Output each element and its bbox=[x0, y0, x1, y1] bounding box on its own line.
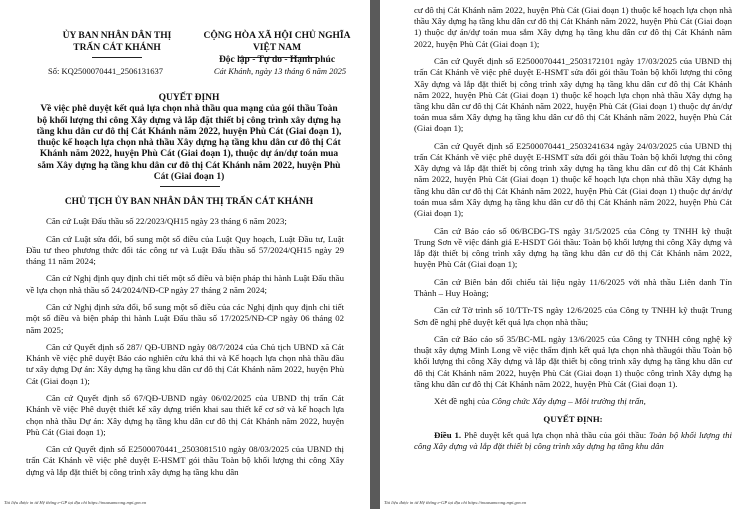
paragraph: Căn cứ Quyết định số E2500070441_2503081510 ngày 08/03/2025 của UBND thị trấn Cát Khánh về việc phê duyệt E-HSMT gói thầu Toàn bộ khối lượng thi công Xây dựng và lắp đặt thiết bị công trình xây dựng hạ tầng khu dân bbox=[26, 444, 344, 477]
document-page-1 bbox=[0, 0, 370, 509]
paragraph: Căn cứ Quyết định số 67/QĐ-UBND ngày 06/02/2025 của UBND thị trấn Cát Khánh về việc Phê duyệt thiết kế xây dựng triển khai sau thiết kế cơ sở và kế hoạch lựa chọn nhà thầu Dự án: Xây dựng hạ tầng khu dân cư đô thị Cát Khánh năm 2022, huyện Phù Cát (Giai đoạn 1); bbox=[26, 393, 344, 437]
legal-basis-left bbox=[26, 216, 344, 484]
authority-heading: CHỦ TỊCH ỦY BAN NHÂN DÂN THỊ TRẤN CÁT KHÁNH bbox=[64, 197, 314, 207]
title-line: sắm Xây dựng hạ tầng khu dân cư đô thị Cát Khánh năm 2022, huyện Phù bbox=[37, 160, 341, 171]
consideration-paragraph bbox=[414, 396, 732, 407]
paragraph: Căn cứ Báo cáo số 35/BC-ML ngày 13/6/2025 của Công ty TNHH công nghệ kỹ thuật xây dựng Minh Long về việc thẩm định kết quả lựa chọn nhà thầugói thầu Toàn bộ khối lượng thi công Xây dựng và lắp đặt thiết bị công trình xây dựng hạ tầng khu dân cư đô thị Cát Khánh năm 2022, huyện Phù Cát (Giai đoạn 1) thuộc công trình Xây dựng hạ tầng khu dân cư đô thị Cát Khánh năm 2022, huyện Phù Cát (Giai đoạn 1). bbox=[414, 334, 732, 389]
title-line: thuộc kế hoạch lựa chọn nhà thầu Xây dựng hạ tầng khu dân cư đô thị Cát bbox=[37, 138, 341, 149]
national-header bbox=[192, 30, 362, 66]
paragraph: Căn cứ Nghị định sửa đổi, bổ sung một số điều của các Nghị định quy định chi tiết một số điều và biện pháp thi hành Luật Đấu thầu số 17/2025/NĐ-CP ngày 06 tháng 02 năm 2025; bbox=[26, 302, 344, 335]
legal-basis-right bbox=[414, 5, 732, 459]
paragraph: Căn cứ Biên bản đối chiếu tài liệu ngày 11/6/2025 với nhà thầu Liên danh Tín Thành – Huy Hoàng; bbox=[414, 276, 732, 298]
title-underline bbox=[160, 186, 220, 187]
agency-line-2: TRẤN CÁT KHÁNH bbox=[73, 43, 161, 53]
document-page-2 bbox=[380, 0, 750, 509]
motto-underline bbox=[238, 57, 318, 58]
paragraph: Căn cứ Luật sửa đổi, bổ sung một số điều của Luật Quy hoạch, Luật Đầu tư, Luật Đầu tư theo phương thức đối tác công tư và Luật Đấu thầu số 57/2024/QH15 ngày 29 tháng 11 năm 2024; bbox=[26, 233, 344, 266]
title-line: Cát (Giai đoạn 1) bbox=[153, 172, 225, 183]
article-1 bbox=[414, 430, 732, 452]
paragraph: Căn cứ Quyết định số E2500070441_2503172101 ngày 17/03/2025 của UBND thị trấn Cát Khánh về việc phê duyệt E-HSMT sửa đổi gói thầu Toàn bộ khối lượng thi công Xây dựng và lắp đặt thiết bị công trình xây dựng hạ tầng khu dân cư đô thị Cát Khánh năm 2022, huyện Phù Cát (Giai đoạn 1) thuộc kế hoạch lựa chọn nhà thầu Xây dựng hạ tầng khu dân cư đô thị Cát Khánh năm 2022, huyện Phù Cát (Giai đoạn 1) thuộc dự án/dự toán mua sắm Xây dựng hạ tầng khu dân cư đô thị Cát Khánh năm 2022, huyện Phù Cát (Giai đoạn 1); bbox=[414, 56, 732, 134]
title-line: bộ khối lượng thi công Xây dựng và lắp đặt thiết bị công trình xây dựng hạ bbox=[37, 115, 341, 126]
page-footer: Tài liệu được in từ Hệ thống e-GP tại địa chỉ https://muasamcong.mpi.gov.vn bbox=[384, 500, 527, 505]
title-line: tầng khu dân cư đô thị Cát Khánh năm 2022, huyện Phù Cát (Giai đoạn 1), bbox=[36, 126, 342, 137]
issuing-agency bbox=[42, 30, 192, 54]
decision-title bbox=[20, 93, 358, 183]
agency-line-1: ỦY BAN NHÂN DÂN THỊ bbox=[62, 31, 172, 41]
paragraph: Căn cứ Nghị định quy định chi tiết một số điều và biện pháp thi hành Luật Đấu thầu về lựa chọn nhà thầu số 24/2024/NĐ-CP ngày 27 tháng 2 năm 2024; bbox=[26, 273, 344, 295]
title-line: Về việc phê duyệt kết quả lựa chọn nhà thầu qua mạng của gói thầu Toàn bbox=[40, 104, 338, 115]
document-date: Cát Khánh, ngày 13 tháng 6 năm 2025 bbox=[213, 66, 347, 76]
decision-heading: QUYẾT ĐỊNH: bbox=[543, 413, 603, 424]
paragraph: Căn cứ Quyết định số E2500070441_2503241634 ngày 24/03/2025 của UBND thị trấn Cát Khánh về việc phê duyệt E-HSMT sửa đổi gói thầu Toàn bộ khối lượng thi công Xây dựng và lắp đặt thiết bị công trình xây dựng hạ tầng khu dân cư đô thị Cát Khánh năm 2022, huyện Phù Cát (Giai đoạn 1) thuộc kế hoạch lựa chọn nhà thầu Xây dựng hạ tầng khu dân cư đô thị Cát Khánh năm 2022, huyện Phù Cát (Giai đoạn 1) thuộc dự án/dự toán mua sắm Xây dựng hạ tầng khu dân cư đô thị Cát Khánh năm 2022, huyện Phù Cát (Giai đoạn 1); bbox=[414, 140, 732, 219]
article-label: Điều 1. bbox=[434, 430, 462, 441]
article-package-name: Toàn bộ khối lượng thi công Xây dựng và lắp đặt thiết bị công trình xây dựng hạ tầng khu dân bbox=[414, 430, 732, 452]
document-number: Số: KQ2500070441_2506131637 bbox=[48, 66, 163, 76]
article-text: Phê duyệt kết quả lựa chọn nhà thầu của gói thầu: bbox=[461, 430, 650, 441]
title-word: QUYẾT ĐỊNH bbox=[158, 93, 220, 103]
paragraph: Căn cứ Luật Đấu thầu số 22/2023/QH15 ngày 23 tháng 6 năm 2023; bbox=[46, 216, 287, 226]
agency-underline bbox=[92, 57, 142, 58]
consider-prefix: Xét đề nghị của bbox=[434, 396, 492, 407]
paragraph: Căn cứ Tờ trình số 10/TTr-TS ngày 12/6/2025 của Công ty TNHH kỹ thuật Trung Sơn đề nghị phê duyệt kết quả lựa chọn nhà thầu; bbox=[414, 305, 732, 327]
paragraph-continuation: cư đô thị Cát Khánh năm 2022, huyện Phù Cát (Giai đoạn 1) thuộc kế hoạch lựa chọn nhà thầu Xây dựng hạ tầng khu dân cư đô thị Cát Khánh năm 2022, huyện Phù Cát (Giai đoạn 1) thuộc dự án/dự toán mua sắm Xây dựng hạ tầng khu dân cư đô thị Cát Khánh năm 2022, huyện Phù Cát (Giai đoạn 1); bbox=[414, 5, 732, 49]
title-line: Khánh năm 2022, huyện Phù Cát (Giai đoạn 1), thuộc dự án/dự toán mua bbox=[39, 149, 339, 160]
nation-line-1: CỘNG HÒA XÃ HỘI CHỦ NGHĨA VIỆT NAM bbox=[203, 31, 351, 53]
paragraph: Căn cứ Quyết định số 287/ QĐ-UBND ngày 08/7/2024 của Chủ tịch UBND xã Cát Khánh về việc phê duyệt Báo cáo nghiên cứu khả thi và Kế hoạch lựa chọn nhà thầu đầu tư xây dựng Dự án: Xây dựng hạ tầng khu dân cư đô thị Cát Khánh năm 2022, huyện Phù Cát (Giai đoạn 1); bbox=[26, 342, 344, 386]
nation-line-2: Độc lập - Tự do - Hạnh phúc bbox=[218, 55, 336, 65]
page-footer: Tài liệu được in từ Hệ thống e-GP tại địa chỉ https://muasamcong.mpi.gov.vn bbox=[4, 500, 147, 505]
paragraph: Căn cứ Báo cáo số 06/BCĐG-TS ngày 31/5/2025 của Công ty TNHH kỹ thuật Trung Sơn về việc đánh giá E-HSDT Gói thầu: Toàn bộ khối lượng thi công Xây dựng và lắp đặt thiết bị công trình xây dựng hạ tầng khu dân cư đô thị Cát Khánh năm 2022, huyện Phù Cát (Giai đoạn 1); bbox=[414, 225, 732, 270]
consider-proposer: Công chức Xây dựng – Môi trường thị trấn, bbox=[491, 396, 646, 407]
